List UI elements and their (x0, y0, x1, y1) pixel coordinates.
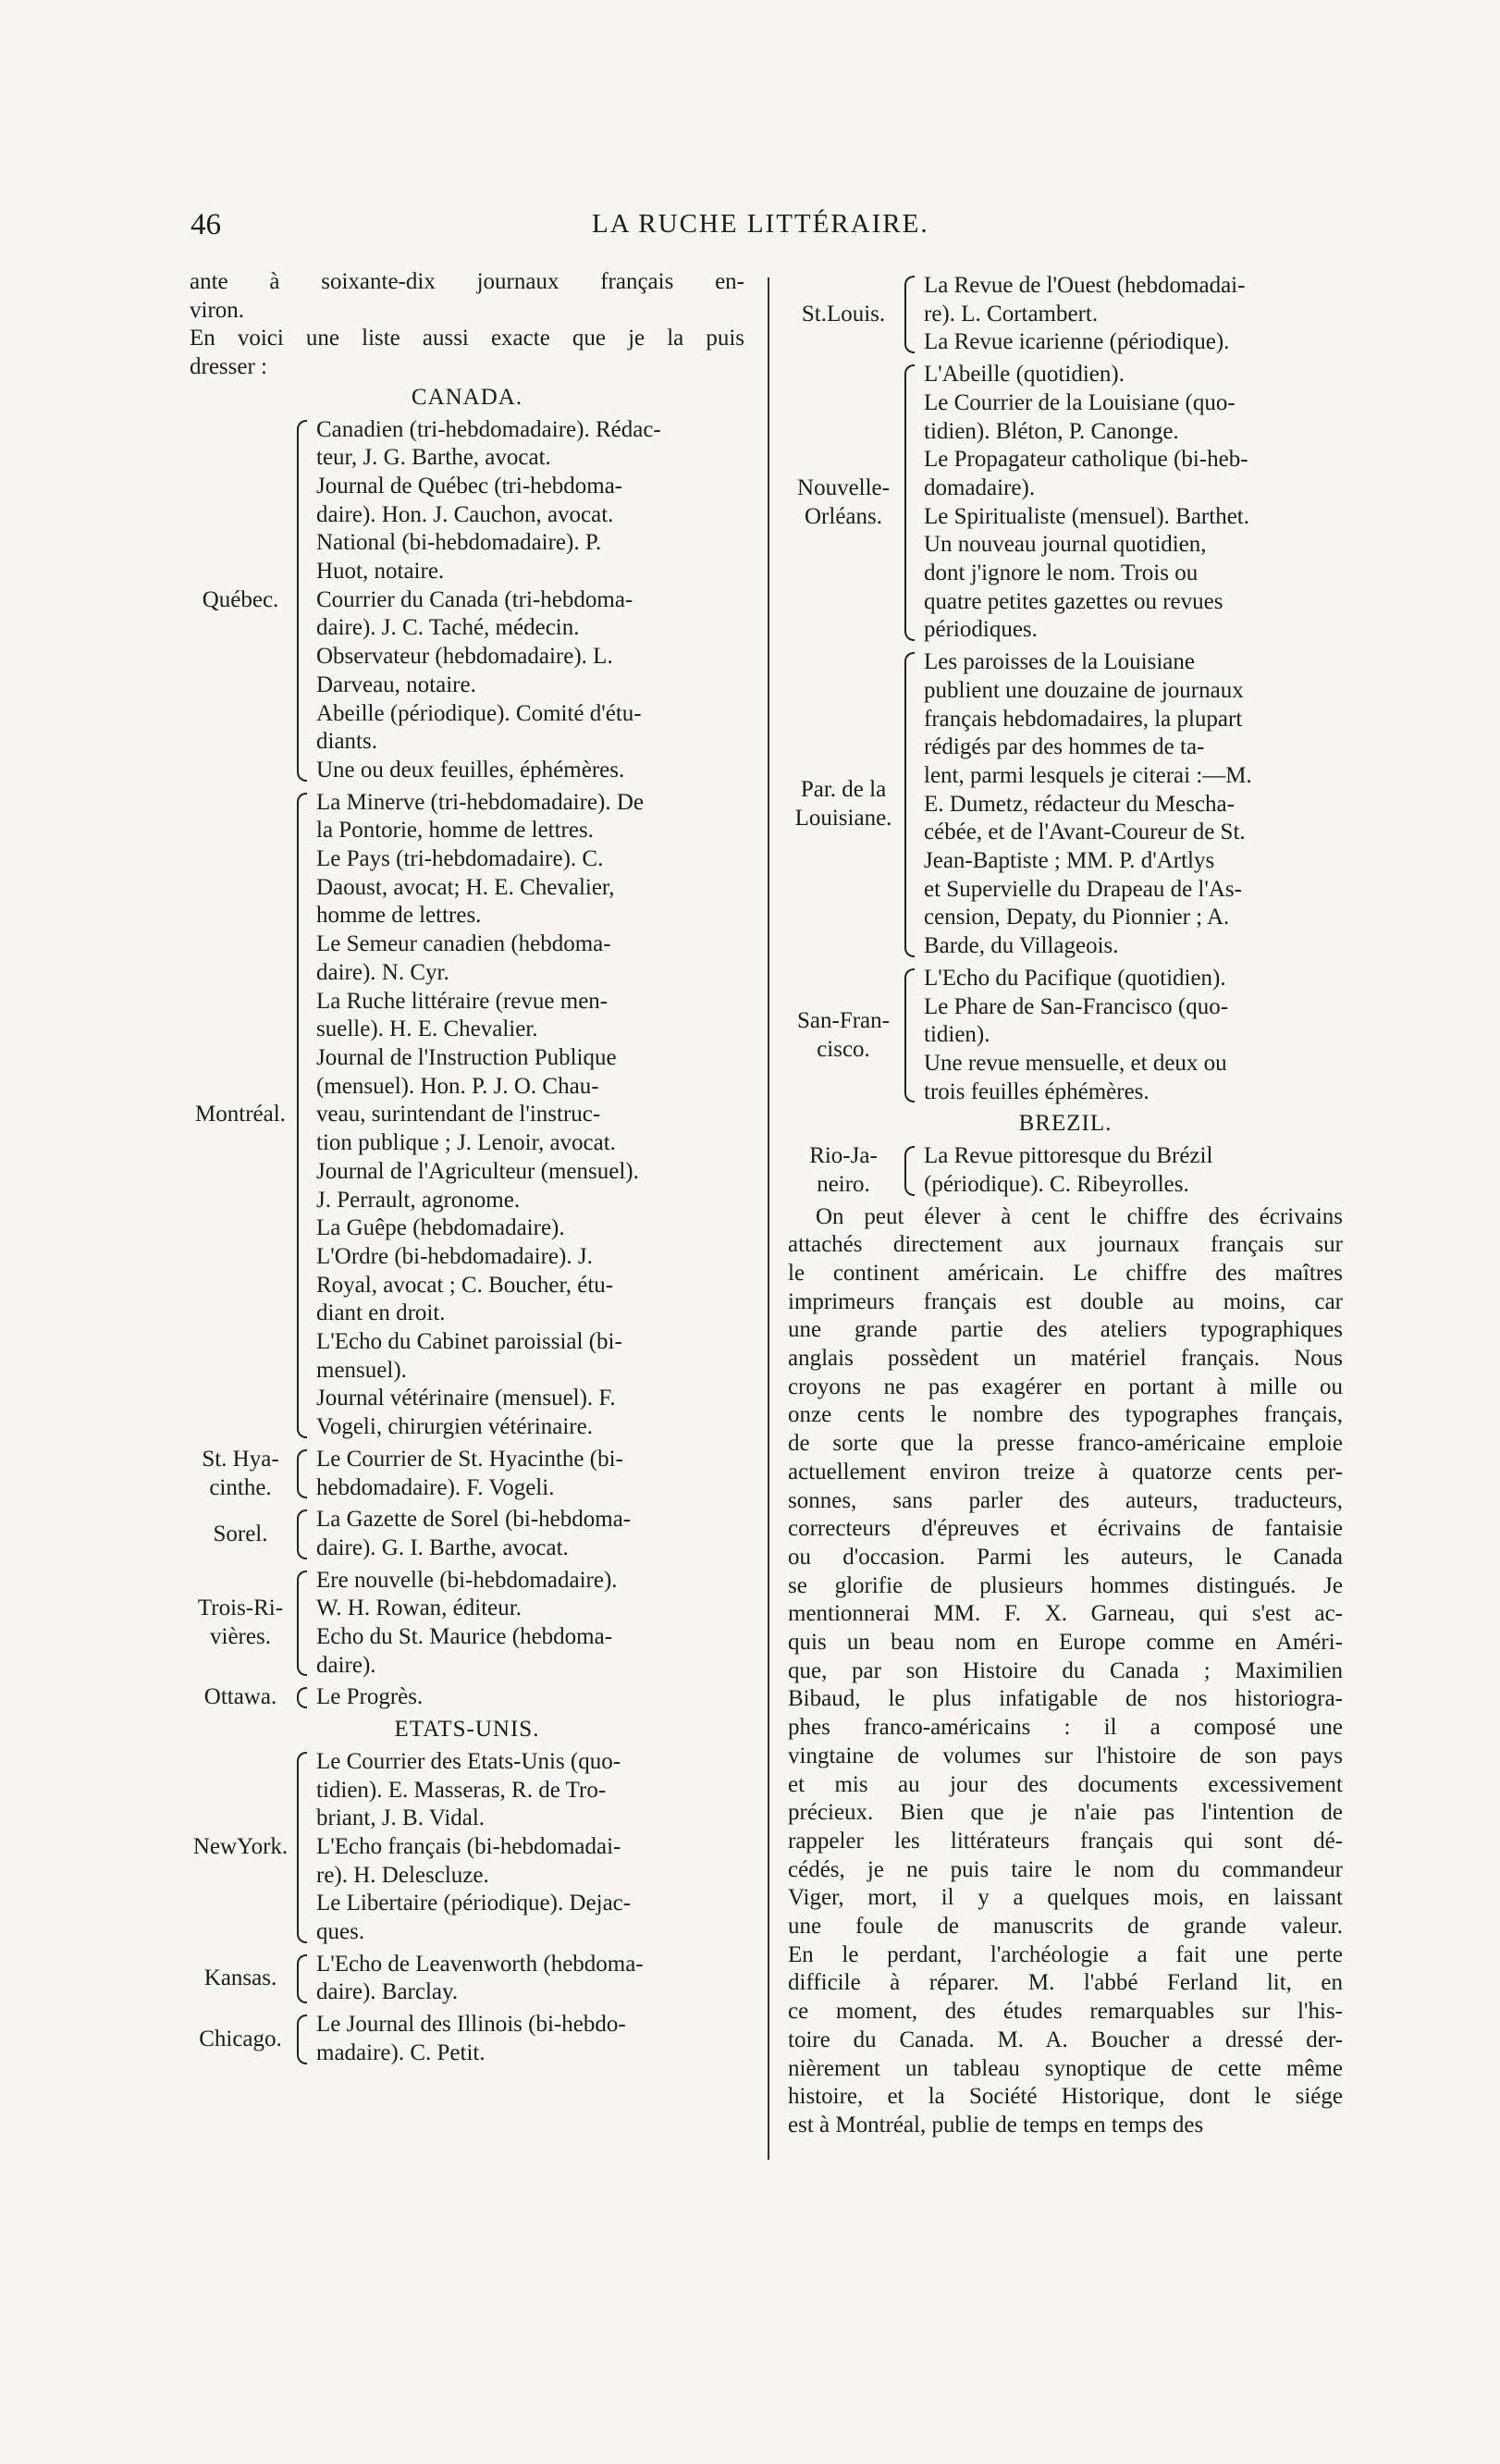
city-label-line: Trois-Ri- (197, 1595, 284, 1621)
text-line: actuellement environ treize à quatorze cents per- (788, 1459, 1343, 1485)
body-paragraph (788, 1203, 1343, 2140)
text-line: Le Courrier de la Louisiane (quo- (924, 389, 1236, 415)
brace-mark (297, 1571, 307, 1677)
text-line: La Ruche littéraire (revue men- (316, 988, 609, 1014)
text-line: Viger, mort, il y a quelques mois, en laissant (788, 1885, 1343, 1911)
text-line: Vogeli, chirurgien vétérinaire. (316, 1414, 593, 1440)
text-line: se glorifie de plusieurs hommes distingués. Je (788, 1572, 1343, 1598)
right-column (788, 268, 1343, 2140)
text-line: Le Pays (tri-hebdomadaire). C. (316, 846, 604, 872)
text-line: Barde, du Villageois. (924, 933, 1119, 959)
brace-mark (297, 1954, 307, 2003)
city-label-line: Ottawa. (203, 1684, 277, 1710)
running-title: LA RUCHE LITTÉRAIRE. (592, 209, 929, 239)
text-line: sonnes, sans parler des auteurs, traducteurs, (788, 1487, 1343, 1513)
text-line: Le Libertaire (périodique). Dejac- (316, 1891, 632, 1916)
brace-mark (297, 1687, 307, 1708)
brace-mark (904, 968, 915, 1103)
newspaper-entries (316, 1683, 744, 1712)
text-line: cébée, et de l'Avant-Coureur de St. (924, 819, 1246, 845)
newspaper-entries (316, 789, 744, 1442)
text-line: J. Perrault, agronome. (316, 1187, 521, 1213)
text-line: homme de lettres. (316, 903, 482, 929)
text-line: correcteurs d'épreuves et écrivains de fantaisie (788, 1516, 1343, 1542)
text-line: Le Phare de San-Francisco (quo- (924, 993, 1229, 1019)
text-line: E. Dumetz, rédacteur du Mescha- (924, 791, 1235, 817)
text-line: Le Journal des Illinois (bi-hebdo- (316, 2012, 626, 2038)
text-line: et Supervielle du Drapeau de l'As- (924, 876, 1242, 902)
text-line: Le Spiritualiste (mensuel). Barthet. (924, 503, 1249, 529)
text-line: mensuel). (316, 1357, 407, 1383)
text-line: Journal de l'Instruction Publique (316, 1044, 617, 1070)
text-line: ante à soixante-dix journaux français en- (190, 269, 744, 294)
text-line: tion publique ; J. Lenoir, avocat. (316, 1130, 616, 1156)
text-line: attachés directement aux journaux français sur (788, 1232, 1343, 1258)
city-label-line: Orléans. (805, 503, 882, 529)
city-label-line: cisco. (817, 1036, 870, 1062)
text-line: daire). Barclay. (316, 1979, 459, 2005)
text-line: est à Montréal, publie de temps en temps des (788, 2113, 1204, 2138)
newspaper-entries (924, 648, 1343, 961)
text-line: tidien). (924, 1022, 990, 1048)
city-label (190, 789, 291, 1442)
text-line: précieux. Bien que je n'aie pas l'intention de (788, 1800, 1343, 1826)
newspaper-group (190, 416, 744, 785)
text-line: suelle). H. E. Chevalier. (316, 1016, 538, 1042)
text-line: daire). (316, 1652, 376, 1678)
canada-list (190, 416, 744, 1713)
text-line: (périodique). C. Ribeyrolles. (924, 1171, 1189, 1197)
newspaper-group (190, 1506, 744, 1562)
city-label-line: Sorel. (213, 1521, 268, 1546)
text-line: L'Echo français (bi-hebdomadai- (316, 1833, 621, 1859)
brace-mark (904, 652, 915, 957)
text-line: briant, J. B. Vidal. (316, 1805, 486, 1831)
newspaper-group (190, 2011, 744, 2067)
city-label (190, 1567, 291, 1681)
city-label-line: vières. (210, 1624, 271, 1650)
text-line: L'Abeille (quotidien). (924, 362, 1125, 388)
newspaper-group (190, 1446, 744, 1502)
city-label (788, 1142, 899, 1199)
text-line: L'Echo de Leavenworth (hebdoma- (316, 1951, 644, 1977)
newspaper-entries (316, 1567, 744, 1681)
left-column (190, 268, 744, 2072)
column-divider (768, 277, 769, 2160)
newspaper-entries (924, 1142, 1343, 1199)
text-line: hebdomadaire). F. Vogeli. (316, 1474, 555, 1500)
text-line: Darveau, notaire. (316, 671, 476, 697)
text-line: tidien). Bléton, P. Canonge. (924, 418, 1179, 444)
brace-mark (297, 1752, 307, 1943)
text-line: la Pontorie, homme de lettres. (316, 818, 594, 844)
text-line: En le perdant, l'archéologie a fait une perte (788, 1941, 1343, 1967)
newspaper-group (190, 1683, 744, 1712)
text-line: ques. (316, 1919, 365, 1945)
newspaper-group (788, 1142, 1343, 1199)
newspaper-entries (316, 1951, 744, 2007)
text-line: le continent américain. Le chiffre des maîtres (788, 1260, 1343, 1286)
text-line: L'Echo du Cabinet paroissial (bi- (316, 1329, 622, 1355)
city-label-line: Louisiane. (794, 806, 892, 831)
city-label (788, 361, 899, 645)
text-line: Canadien (tri-hebdomadaire). Rédac- (316, 416, 661, 442)
city-label-line: St.Louis. (801, 301, 886, 326)
text-line: français hebdomadaires, la plupart (924, 706, 1243, 732)
city-label-line: neiro. (817, 1171, 870, 1197)
text-line: Royal, avocat ; C. Boucher, étu- (316, 1272, 614, 1298)
city-label-line: Par. de la (800, 777, 887, 803)
text-line: mentionnerai MM. F. X. Garneau, qui s'est ac- (788, 1601, 1343, 1627)
text-line: une grande partie des ateliers typographiques (788, 1317, 1343, 1343)
city-label-line: Chicago. (199, 2026, 282, 2051)
newspaper-group (190, 1748, 744, 1947)
text-line: On peut élever à cent le chiffre des écrivains (816, 1203, 1343, 1229)
text-line: anglais possèdent un matériel français. Nous (788, 1346, 1343, 1372)
page-number: 46 (191, 208, 221, 241)
text-line: Ere nouvelle (bi-hebdomadaire). (316, 1567, 618, 1593)
text-line: que, par son Histoire du Canada ; Maximilien (788, 1657, 1343, 1683)
city-label-line: NewYork. (192, 1833, 289, 1859)
city-label (190, 1506, 291, 1562)
text-line: domadaire). (924, 474, 1036, 500)
newspaper-group (788, 965, 1343, 1107)
brace-mark (904, 276, 915, 353)
text-line: imprimeurs français est double au moins, car (788, 1288, 1343, 1314)
text-line: daire). G. I. Barthe, avocat. (316, 1534, 569, 1560)
text-line: daire). J. C. Taché, médecin. (316, 615, 580, 641)
text-line: Le Progrès. (316, 1684, 424, 1710)
text-line: W. H. Rowan, éditeur. (316, 1595, 522, 1621)
text-line: vingtaine de volumes sur l'histoire de son pays (788, 1743, 1343, 1768)
text-line: Une ou deux feuilles, éphémères. (316, 757, 625, 782)
newspaper-entries (924, 361, 1343, 645)
text-line: et mis au jour des documents excessivement (788, 1771, 1343, 1797)
text-line: viron. (190, 297, 245, 323)
text-line: rédigés par des hommes de ta- (924, 734, 1205, 760)
text-line: de sorte que la presse franco-américaine emploie (788, 1431, 1343, 1457)
city-label (788, 965, 899, 1107)
newspaper-entries (924, 965, 1343, 1107)
text-line: Echo du St. Maurice (hebdoma- (316, 1624, 613, 1650)
text-line: toire du Canada. M. A. Boucher a dressé der- (788, 2027, 1343, 2052)
city-label-line: Québec. (202, 586, 279, 612)
newspaper-group (788, 272, 1343, 357)
newspaper-group (190, 1951, 744, 2007)
text-line: histoire, et la Société Historique, dont le siége (788, 2084, 1343, 2110)
text-line: daire). N. Cyr. (316, 959, 449, 985)
newspaper-entries (316, 1446, 744, 1502)
text-line: Bibaud, le plus infatigable de nos historiogra- (788, 1686, 1343, 1712)
text-line: ou d'occasion. Parmi les auteurs, le Canada (788, 1544, 1343, 1570)
section-heading-brazil: BREZIL. (1018, 1111, 1113, 1137)
text-line: publient une douzaine de journaux (924, 677, 1244, 703)
city-label (788, 272, 899, 357)
text-line: Une revue mensuelle, et deux ou (924, 1050, 1227, 1076)
text-line: L'Ordre (bi-hebdomadaire). J. (316, 1243, 593, 1269)
text-line: En voici une liste aussi exacte que je la puis (190, 326, 744, 351)
brace-mark (297, 1509, 307, 1558)
text-line: Le Courrier de St. Hyacinthe (bi- (316, 1446, 623, 1472)
city-label-line: Nouvelle- (797, 474, 890, 500)
text-line: veau, surintendant de l'instruc- (316, 1102, 601, 1127)
text-line: Daoust, avocat; H. E. Chevalier, (316, 874, 615, 900)
text-line: Courrier du Canada (tri-hebdoma- (316, 586, 633, 612)
text-line: Huot, notaire. (316, 559, 445, 585)
city-label (190, 1951, 291, 2007)
text-line: croyons ne pas exagérer en portant à mille ou (788, 1374, 1343, 1399)
text-line: La Guêpe (hebdomadaire). (316, 1215, 565, 1241)
brace-mark (904, 364, 915, 641)
brace-mark (297, 420, 307, 782)
city-label (788, 648, 899, 961)
city-label-line: Rio-Ja- (809, 1143, 878, 1169)
text-line: La Minerve (tri-hebdomadaire). De (316, 789, 645, 815)
section-heading-usa: ETATS-UNIS. (394, 1717, 540, 1743)
text-line: La Revue de l'Ouest (hebdomadai- (924, 273, 1246, 298)
newspaper-entries (316, 1748, 744, 1947)
text-line: Observateur (hebdomadaire). L. (316, 644, 613, 670)
text-line: Journal de l'Agriculteur (mensuel). (316, 1158, 639, 1184)
city-label-line: Kansas. (203, 1965, 277, 1991)
text-line: Les paroisses de la Louisiane (924, 649, 1195, 675)
text-line: onze cents le nombre des typographes français, (788, 1402, 1343, 1428)
text-line: phes franco-américains : il a composé une (788, 1715, 1343, 1741)
text-line: Un nouveau journal quotidien, (924, 532, 1207, 558)
city-label-line: San-Fran- (797, 1007, 890, 1033)
brace-mark (297, 1449, 307, 1498)
newspaper-group (190, 1567, 744, 1681)
text-line: Le Courrier des Etats-Unis (quo- (316, 1748, 621, 1774)
section-heading-canada: CANADA. (411, 384, 523, 410)
text-line: re). H. Delescluze. (316, 1862, 489, 1888)
brace-mark (904, 1146, 915, 1195)
text-line: L'Echo du Pacifique (quotidien). (924, 965, 1226, 991)
newspaper-entries (316, 2011, 744, 2067)
city-label (190, 416, 291, 785)
city-label (190, 1683, 291, 1712)
newspaper-group (788, 361, 1343, 645)
text-line: Le Propagateur catholique (bi-heb- (924, 447, 1248, 473)
city-label-line: St. Hya- (202, 1446, 279, 1472)
text-line: (mensuel). Hon. P. J. O. Chau- (316, 1073, 599, 1099)
text-line: ce moment, des études remarquables sur l'his- (788, 1999, 1343, 2025)
text-line: quis un beau nom en Europe comme en Améri- (788, 1630, 1343, 1656)
text-line: La Revue pittoresque du Brézil (924, 1143, 1213, 1169)
newspaper-entries (316, 1506, 744, 1562)
newspaper-group (190, 789, 744, 1442)
city-label-line: cinthe. (209, 1474, 272, 1500)
brace-mark (297, 793, 307, 1438)
text-line: lent, parmi lesquels je citerai :—M. (924, 762, 1252, 788)
text-line: cension, Depaty, du Pionnier ; A. (924, 905, 1230, 930)
newspaper-entries (316, 416, 744, 785)
text-line: La Revue icarienne (périodique). (924, 329, 1230, 355)
text-line: diants. (316, 729, 377, 755)
text-line: Journal vétérinaire (mensuel). F. (316, 1386, 616, 1411)
text-line: madaire). C. Petit. (316, 2039, 486, 2065)
text-line: trois feuilles éphémères. (924, 1078, 1150, 1104)
usa-list-continued (788, 272, 1343, 1106)
text-line: dresser : (190, 354, 267, 380)
text-line: diant en droit. (316, 1300, 446, 1326)
text-line: Journal de Québec (tri-hebdoma- (316, 473, 623, 499)
text-line: quatre petites gazettes ou revues (924, 588, 1223, 614)
text-line: cédés, je ne puis taire le nom du commandeur (788, 1856, 1343, 1882)
brazil-list (788, 1142, 1343, 1199)
city-label-line: Montréal. (195, 1102, 286, 1127)
text-line: difficile à réparer. M. l'abbé Ferland lit, en (788, 1970, 1343, 1996)
text-line: Abeille (périodique). Comité d'étu- (316, 700, 642, 726)
text-line: daire). Hon. J. Cauchon, avocat. (316, 501, 614, 527)
text-line: nièrement un tableau synoptique de cette même (788, 2055, 1343, 2081)
city-label (190, 2011, 291, 2067)
intro-paragraph (190, 268, 744, 382)
text-line: tidien). E. Masseras, R. de Tro- (316, 1777, 607, 1803)
newspaper-group (788, 648, 1343, 961)
text-line: rappeler les littérateurs français qui sont dé- (788, 1828, 1343, 1854)
newspaper-entries (924, 272, 1343, 357)
text-line: La Gazette de Sorel (bi-hebdoma- (316, 1507, 632, 1533)
text-line: Le Semeur canadien (hebdoma- (316, 931, 611, 957)
text-line: teur, J. G. Barthe, avocat. (316, 445, 551, 471)
text-line: dont j'ignore le nom. Trois ou (924, 561, 1199, 586)
text-line: une foule de manuscrits de grande valeur. (788, 1914, 1343, 1940)
text-line: re). L. Cortambert. (924, 301, 1099, 326)
city-label (190, 1446, 291, 1502)
text-line: National (bi-hebdomadaire). P. (316, 530, 602, 556)
text-line: Jean-Baptiste ; MM. P. d'Artlys (924, 848, 1215, 874)
text-line: périodiques. (924, 617, 1038, 643)
city-label (190, 1748, 291, 1947)
usa-list (190, 1748, 744, 2068)
brace-mark (297, 2014, 307, 2064)
